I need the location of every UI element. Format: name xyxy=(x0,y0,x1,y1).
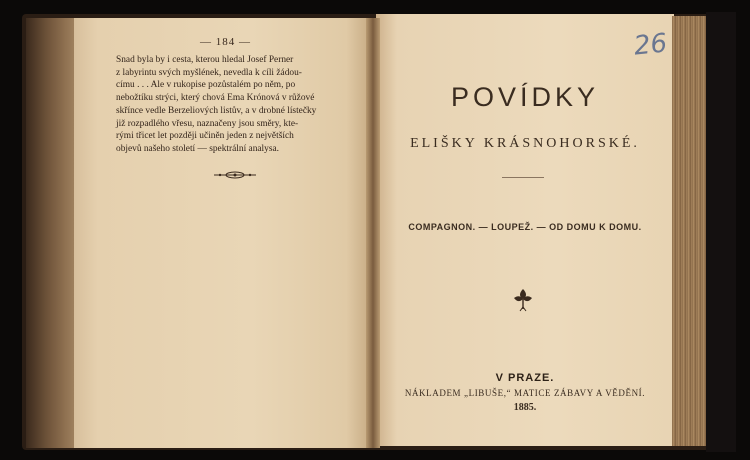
text-line: címu . . . Ale v rukopise pozůstalém po něm, po xyxy=(116,80,296,91)
end-ornament-icon xyxy=(212,170,258,180)
fleuron-icon xyxy=(512,287,534,313)
page-number: — 184 — xyxy=(200,36,251,48)
book-spine-shadow xyxy=(706,12,736,452)
text-line: rými třicet let později učiněn jeden z největších xyxy=(116,131,294,142)
imprint-year: 1885. xyxy=(513,402,537,413)
book-title: POVÍDKY xyxy=(450,82,600,112)
text-line: skřínce vedle Berzeliových listův, a v drobné lístečky xyxy=(116,105,317,116)
text-line: nebožtíku strýci, který chová Ema Krónová v růžové xyxy=(116,93,315,104)
text-line: Snad byla by i cesta, kterou hledal Josef Perner xyxy=(116,55,294,65)
text-line: již rozpadlého vřesu, naznačeny jsou směry, kte- xyxy=(116,118,299,129)
imprint-place: V PRAZE. xyxy=(495,372,555,384)
pencil-mark: 26 xyxy=(632,28,669,62)
contents-line: COMPAGNON. — LOUPEŽ. — OD DOMU K DOMU. xyxy=(408,222,642,232)
text-line: objevů našeho století — spektrální analysa. xyxy=(116,143,279,154)
body-paragraph xyxy=(116,54,348,156)
imprint-publisher: NÁKLADEM „LIBUŠE,“ MATICE ZÁBAVY A VĚDĚNÍ. xyxy=(404,388,646,398)
author-line: ELIŠKY KRÁSNOHORSKÉ. xyxy=(410,136,640,151)
text-line: z labyrintu svých myšlének, nevedla k cíli žádou- xyxy=(116,67,302,78)
divider-rule xyxy=(502,177,544,178)
page-edges-right xyxy=(672,16,708,446)
page-edges-left xyxy=(26,18,78,448)
